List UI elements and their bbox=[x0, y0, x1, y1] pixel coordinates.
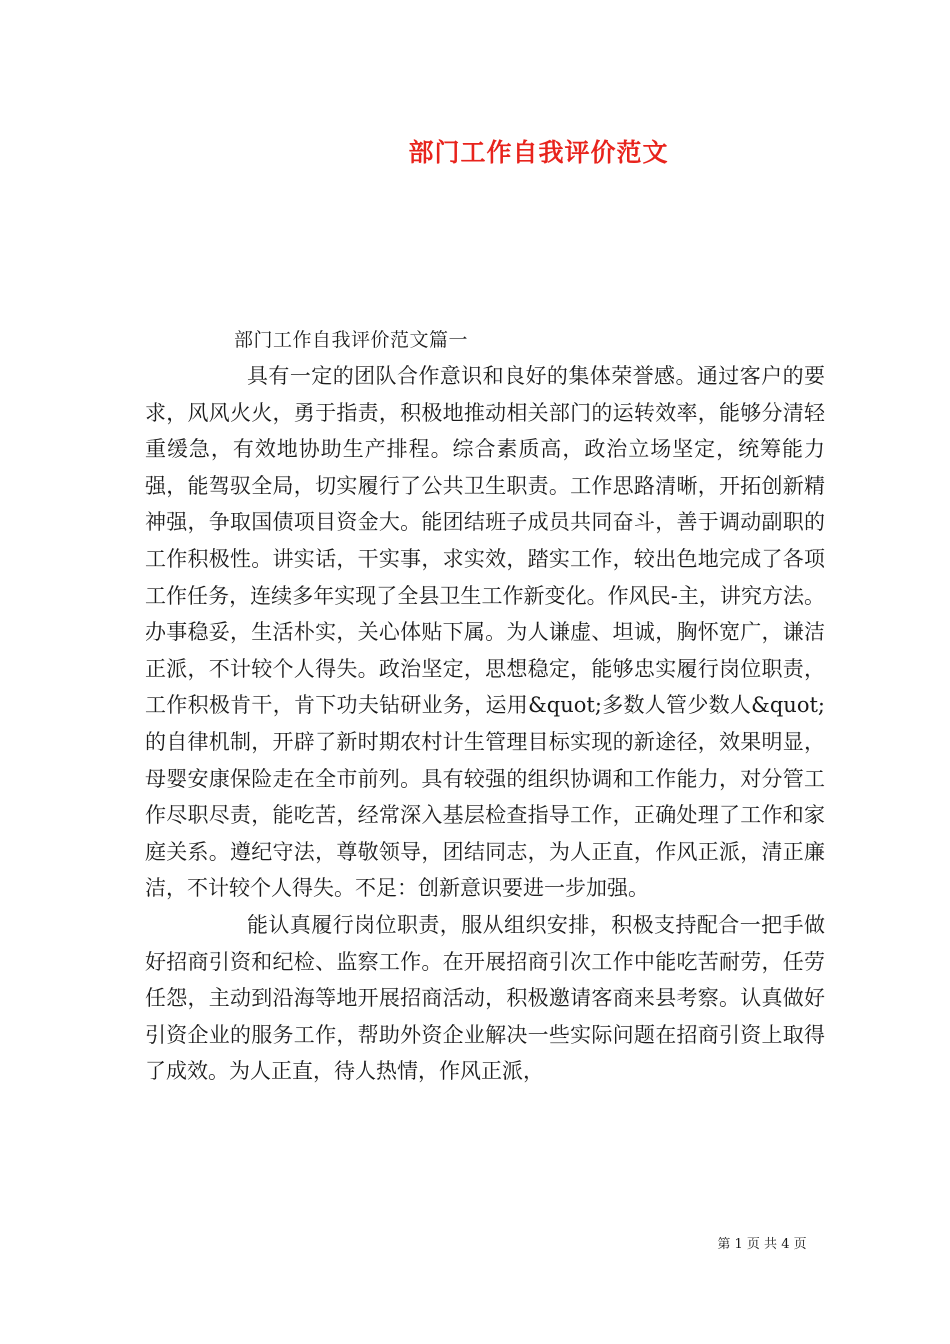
page-footer: 第 1 页 共 4 页 bbox=[717, 1237, 807, 1252]
document-body bbox=[145, 358, 825, 1090]
document-title: 部门工作自我评价范文 bbox=[408, 138, 669, 167]
paragraph: 具有一定的团队合作意识和良好的集体荣誉感。通过客户的要求，风风火火，勇于指责，积极地推动相关部门的运转效率，能够分清轻重缓急，有效地协助生产排程。综合素质高，政治立场坚定，统筹能力强，能驾驭全局，切实履行了公共卫生职责。工作思路清晰，开拓创新精神强，争取国债项目资金大。能团结班子成员共同奋斗，善于调动副职的工作积极性。讲实话，干实事，求实效，踏实工作，较出色地完成了各项工作任务，连续多年实现了全县卫生工作新变化。作风民-主，讲究方法。办事稳妥，生活朴实，关心体贴下属。为人谦虚、坦诚，胸怀宽广，谦洁正派，不计较个人得失。政治坚定，思想稳定，能够忠实履行岗位职责，工作积极肯干，肯下功夫钻研业务，运用&quot;多数人管少数人&quot;的自律机制，开辟了新时期农村计生管理目标实现的新途径，效果明显，母婴安康保险走在全市前列。具有较强的组织协调和工作能力，对分管工作尽职尽责，能吃苦，经常深入基层检查指导工作，正确处理了工作和家庭关系。遵纪守法，尊敬领导，团结同志，为人正直，作风正派，清正廉洁，不计较个人得失。不足：创新意识要进一步加强。 bbox=[145, 364, 825, 901]
section-heading: 部门工作自我评价范文篇一 bbox=[234, 329, 469, 351]
paragraph: 能认真履行岗位职责，服从组织安排，积极支持配合一把手做好招商引资和纪检、监察工作。在开展招商引次工作中能吃苦耐劳，任劳任怨，主动到沿海等地开展招商活动，积极邀请客商来县考察。认真做好引资企业的服务工作，帮助外资企业解决一些实际问题在招商引资上取得了成效。为人正直，待人热情，作风正派， bbox=[145, 912, 825, 1084]
